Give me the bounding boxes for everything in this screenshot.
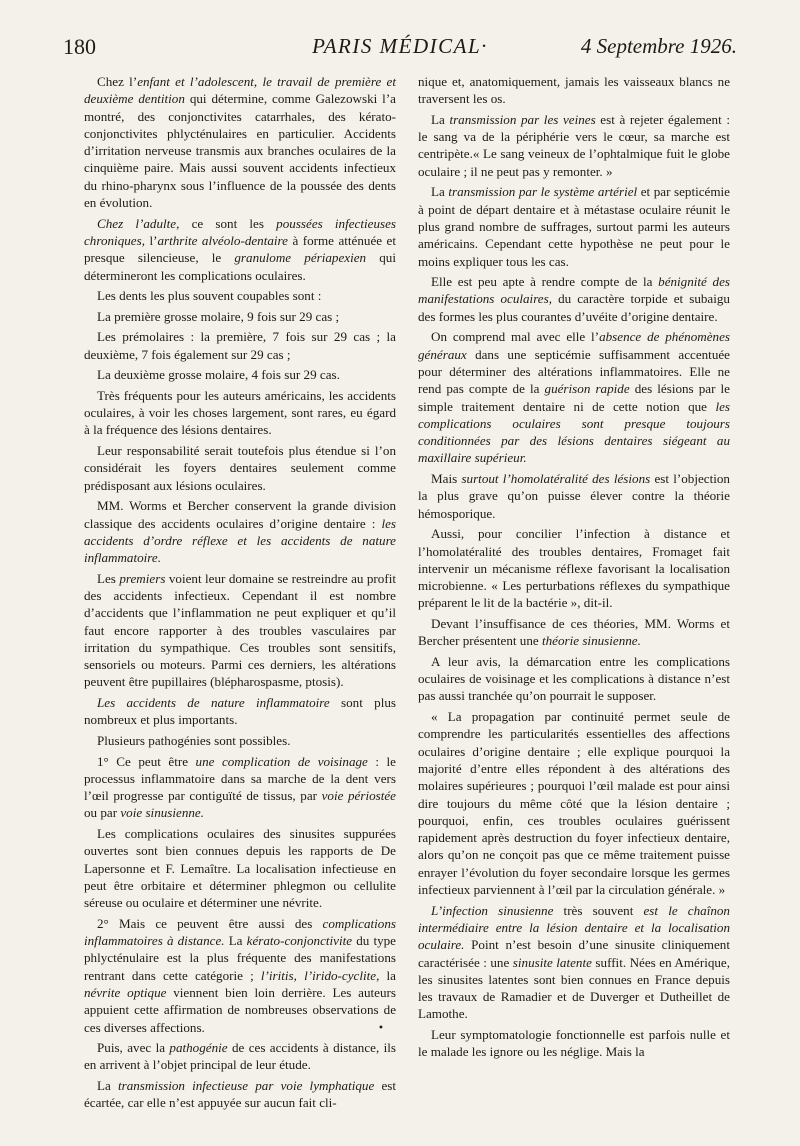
stray-dot: • — [378, 1023, 384, 1034]
paragraph: La première grosse molaire, 9 fois sur 29 cas ; — [97, 308, 340, 324]
paragraph: Aussi, pour concilier l’infection à distance et l’homolatéralité des troubles dentaires, Fromaget fait intervenir un mécanisme réflexe favorisant la localisation microbienne. « Les perturbations réflexes du sympathique préparent le lit de la bactérie », dit-il. — [418, 526, 730, 611]
paragraph: A leur avis, la démarcation entre les complications oculaires de voisinage et les complications à distance n’est pas aussi tranchée qu’on pourrait le supposer. — [418, 653, 730, 704]
page-number: 180 — [63, 34, 96, 59]
paragraph: Très fréquents pour les auteurs américains, les accidents oculaires, à voir les choses largement, sont rares, eu égard à la fréquence des lésions dentaires. — [84, 387, 396, 438]
paragraph: Mais surtout l’homolatéralité des lésions est l’objection la plus grave qu’on puisse élever contre la théorie hémosporique. — [418, 471, 730, 521]
paragraph: Devant l’insuffisance de ces théories, MM. Worms et Bercher présentent une théorie sinusienne. — [418, 615, 730, 649]
paragraph: Chez l’enfant et l’adolescent, le travail de première et deuxième dentition qui détermine, comme Galezowski l’a montré, des conjonctivites catarrhales, des kérato-conjonctivites phlycténulaires en particulier. Accidents d’irritation nerveuse transmis aux branches oculaires de la cinquième paire. Mais aussi souvent accidents infectieux du rhino-pharynx sous l’influence de la poussée des dents en évolution. — [84, 74, 396, 211]
paragraph: Les complications oculaires des sinusites suppurées ouvertes sont bien connues depuis les rapports de De Lapersonne et F. Lemaître. La localisation infectieuse en peut être orbitaire et déterminer phlegmon ou cellulite séreuse ou oculaire et déterminer une névrite. — [84, 826, 396, 911]
paragraph: Les accidents de nature inflammatoire sont plus nombreux et plus importants. — [84, 695, 397, 728]
paragraph: La transmission par le système artériel et par septicémie à point de départ dentaire et à métastase oculaire réunit le plus grand nombre de suffrages, surtout parmi les auteurs américains. Cependant cette hypothèse ne peut pour le moins expliquer tous les cas. — [418, 184, 730, 269]
paragraph: La transmission infectieuse par voie lymphatique est écartée, car elle n’est appuyée sur aucun fait cli- — [84, 1078, 396, 1111]
paragraph: 1° Ce peut être une complication de voisinage : le processus inflammatoire dans sa marche de la dent vers l’œil progresse par contiguïté de tissus, par voie périostée ou par voie sinusienne. — [84, 753, 396, 821]
paragraph: Leur responsabilité serait toutefois plus étendue si l’on considérait les foyers dentaires seulement comme prédisposant aux lésions oculaires. — [84, 443, 396, 493]
paragraph: Plusieurs pathogénies sont possibles. — [97, 732, 291, 748]
paragraph: On comprend mal avec elle l’absence de phénomènes généraux dans une septicémie suffisamment accentuée pour déterminer des altérations inflammatoires. Elle ne rend pas compte de la guérison rapide des lésions par le simple traitement dentaire ni de cette notion que les complications oculaires sont presque toujours conditionnées par des lésions dentaires siégeant au maxillaire supérieur. — [418, 329, 730, 466]
paragraph: « La propagation par continuité permet seule de comprendre les particularités essentielles des affections oculaires d’origine dentaire ; elle explique pourquoi la majorité d’entre elles répondent à des altérations des molaires supérieures ; pourquoi l’œil malade est pour ainsi dire toujours du même côté que la lésion dentaire ; pourquoi, enfin, ces troubles oculaires guérissent rapidement après destruction du foyer infectieux dentaire, alors qu’on ne conçoit pas que ce même traitement puisse enrayer l’évolution du foyer secondaire lorsque les germes infectieux parviennent à l’œil par la circulation générale. » — [418, 709, 730, 898]
paragraph: nique et, anatomiquement, jamais les vaisseaux blancs ne traversent les os. — [418, 74, 730, 107]
paragraph: Les prémolaires : la première, 7 fois sur 29 cas ; la deuxième, 7 fois également sur 29 cas ; — [84, 329, 396, 362]
issue-date: 4 Septembre 1926. — [580, 34, 737, 58]
paragraph: 2° Mais ce peuvent être aussi des complications inflammatoires à distance. La kérato-conjonctivite du type phlycténulaire est la plus fréquente des manifestations rentrant dans cette catégorie ; l’iritis, l’irido-cyclite, la névrite optique viennent bien loin derrière. Les auteurs appuient cette affirmation de nombreuses observations de ces diverses affections. — [84, 915, 396, 1035]
paragraph: MM. Worms et Bercher conservent la grande division classique des accidents oculaires d’origine dentaire : les accidents d’ordre réflexe et les accidents de nature inflammatoire. — [84, 498, 396, 566]
paragraph: La transmission par les veines est à rejeter également : le sang va de la périphérie vers le cœur, sa marche est centripète.« Le sang veineux de l’ophtalmique fuit le globe oculaire ; il ne peut pas y remonter. » — [418, 111, 730, 179]
running-header — [63, 34, 737, 66]
paragraph: L’infection sinusienne très souvent est le chaînon intermédiaire entre la lésion dentaire et la localisation oculaire. Point n’est besoin d’une sinusite cliniquement caractérisée : une sinusite latente suffit. Nées en Amérique, les sinusites latentes sont bien connues en France depuis les travaux de Ramadier et de Duverger et Dutheillet de Lamothe. — [418, 902, 731, 1022]
right-column — [418, 73, 730, 1064]
paragraph: Les dents les plus souvent coupables sont : — [97, 288, 322, 304]
paragraph: Elle est peu apte à rendre compte de la bénignité des manifestations oculaires, du caractère torpide et subaigu des formes les plus courantes d’uvéite d’origine dentaire. — [418, 274, 731, 324]
paragraph: Les premiers voient leur domaine se restreindre au profit des accidents infectieux. Cependant il est nombre d’accidents que l’inflammation ne peut expliquer et qu’il faut encore rapporter à des troubles vasculaires par irritation du sympathique. Ces troubles sont sensitifs, sensoriels ou moteurs. Parmi ces derniers, les altérations peuvent être pupillaires (blépharospasme, ptosis). — [84, 570, 396, 690]
paragraph: La deuxième grosse molaire, 4 fois sur 29 cas. — [97, 367, 340, 383]
journal-title: PARIS MÉDICAL· — [312, 34, 488, 58]
paragraph: Puis, avec la pathogénie de ces accidents à distance, ils en arrivent à l’objet principal de leur étude. — [84, 1040, 396, 1073]
paragraph: Chez l’adulte, ce sont les poussées infectieuses chroniques, l’arthrite alvéolo-dentaire à forme atténuée et presque silencieuse, le granulome périapexien qui détermineront les complications oculaires. — [84, 215, 396, 283]
left-column — [84, 73, 396, 1115]
paragraph: Leur symptomatologie fonctionnelle est parfois nulle et le malade les ignore ou les néglige. Mais la — [418, 1027, 730, 1060]
